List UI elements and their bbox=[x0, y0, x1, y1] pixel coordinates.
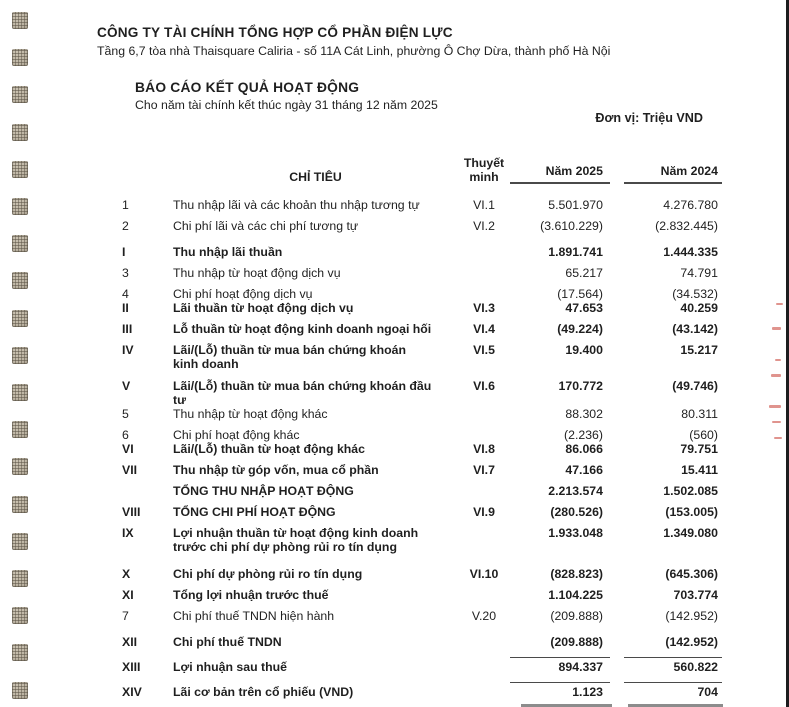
row-value-2025: 170.772 bbox=[558, 379, 603, 393]
row-label bbox=[173, 380, 458, 408]
row-value-2024: (560) bbox=[689, 428, 718, 442]
row-number: VII bbox=[122, 463, 138, 477]
row-value-2024: 560.822 bbox=[624, 657, 722, 674]
table-header-row bbox=[118, 156, 724, 184]
binding-mark bbox=[12, 458, 28, 475]
row-label-line1: Chi phí hoạt động khác bbox=[173, 428, 300, 442]
row-label bbox=[173, 506, 458, 519]
header-note-line1: Thuyết bbox=[463, 156, 505, 170]
row-label-line1: Lợi nhuận sau thuế bbox=[173, 660, 287, 674]
table-row bbox=[118, 408, 724, 421]
row-number: II bbox=[122, 301, 129, 315]
row-label bbox=[173, 636, 458, 649]
row-value-2024: 4.276.780 bbox=[663, 198, 718, 212]
report-period: Cho năm tài chính kết thúc ngày 31 tháng 12 năm 2025 bbox=[135, 98, 438, 112]
row-number: 7 bbox=[122, 609, 129, 623]
red-ink-mark bbox=[769, 405, 781, 408]
row-label-line1: Chi phí thuế TNDN hiện hành bbox=[173, 609, 335, 623]
binding-mark bbox=[12, 86, 28, 103]
binding-mark bbox=[12, 533, 28, 550]
row-label bbox=[173, 267, 458, 280]
binding-mark bbox=[12, 644, 28, 661]
binding-mark bbox=[12, 124, 28, 141]
row-label-line1: Lỗ thuần từ hoạt động kinh doanh ngoại hối bbox=[173, 322, 432, 336]
table-row bbox=[118, 302, 724, 315]
row-label-line1: Thu nhập từ góp vốn, mua cổ phần bbox=[173, 463, 379, 477]
binding-mark bbox=[12, 235, 28, 252]
row-value-2024: (142.952) bbox=[665, 609, 718, 623]
row-label bbox=[173, 527, 458, 555]
row-value-2025: (209.888) bbox=[550, 635, 603, 649]
row-number: 1 bbox=[122, 198, 129, 212]
row-value-2025: 47.653 bbox=[565, 301, 603, 315]
company-name: CÔNG TY TÀI CHÍNH TỔNG HỢP CỔ PHẦN ĐIỆN LỰC bbox=[97, 25, 453, 40]
row-value-2025: 1.123 bbox=[510, 682, 610, 699]
binding-mark bbox=[12, 161, 28, 178]
row-value-2025: (2.236) bbox=[564, 428, 603, 442]
row-note-ref: VI.7 bbox=[473, 463, 495, 477]
row-label-line2: trước chi phí dự phòng rủi ro tín dụng bbox=[173, 540, 397, 554]
row-label-line2: kinh doanh bbox=[173, 357, 239, 371]
row-value-2024: 15.217 bbox=[680, 343, 718, 357]
row-label-line1: Thu nhập lãi thuần bbox=[173, 245, 283, 259]
row-label bbox=[173, 302, 458, 315]
row-value-2024: 1.444.335 bbox=[663, 245, 718, 259]
row-note-ref: VI.2 bbox=[473, 219, 495, 233]
binding-mark bbox=[12, 496, 28, 513]
row-label-line1: Chi phí hoạt động dịch vụ bbox=[173, 287, 313, 301]
row-value-2025: (3.610.229) bbox=[540, 219, 603, 233]
table-row bbox=[118, 636, 724, 649]
table-row bbox=[118, 589, 724, 602]
red-ink-mark bbox=[776, 303, 783, 305]
row-number: I bbox=[122, 245, 126, 259]
table-row bbox=[118, 288, 724, 301]
row-label-line1: Thu nhập lãi và các khoản thu nhập tương tự bbox=[173, 198, 420, 212]
row-label bbox=[173, 443, 458, 456]
row-value-2024: (142.952) bbox=[665, 635, 718, 649]
row-label bbox=[173, 323, 458, 336]
row-label-line1: Lãi cơ bản trên cổ phiếu (VND) bbox=[173, 685, 354, 699]
row-value-2025: 1.891.741 bbox=[548, 245, 603, 259]
header-note-line2: minh bbox=[469, 170, 499, 184]
row-number: IX bbox=[122, 526, 134, 540]
row-label bbox=[173, 568, 458, 581]
row-number: VI bbox=[122, 442, 134, 456]
table-row bbox=[118, 380, 724, 408]
row-value-2024: (43.142) bbox=[672, 322, 718, 336]
table-row bbox=[118, 657, 724, 674]
red-ink-mark bbox=[771, 374, 781, 377]
row-value-2024: 1.349.080 bbox=[663, 526, 718, 540]
table-row bbox=[118, 199, 724, 212]
row-value-2025: (280.526) bbox=[550, 505, 603, 519]
binding-mark bbox=[12, 310, 28, 327]
row-value-2024: 704 bbox=[624, 682, 722, 699]
row-value-2024: 40.259 bbox=[680, 301, 718, 315]
binding-mark bbox=[12, 570, 28, 587]
row-label-line1: Chi phí thuế TNDN bbox=[173, 635, 282, 649]
row-label-line1: Lãi thuần từ hoạt động dịch vụ bbox=[173, 301, 354, 315]
row-value-2025: 88.302 bbox=[565, 407, 603, 421]
row-number: XI bbox=[122, 588, 134, 602]
binding-mark bbox=[12, 682, 28, 699]
row-value-2025: 65.217 bbox=[565, 266, 603, 280]
row-label-line1: Tổng lợi nhuận trước thuế bbox=[173, 588, 329, 602]
row-number: X bbox=[122, 567, 131, 581]
row-value-2024: 703.774 bbox=[673, 588, 718, 602]
binding-mark bbox=[12, 607, 28, 624]
row-value-2025: 19.400 bbox=[565, 343, 603, 357]
row-label-line1: Lãi/(Lỗ) thuần từ mua bán chứng khoán bbox=[173, 343, 406, 357]
row-label-line1: Lãi/(Lỗ) thuần từ hoạt động khác bbox=[173, 442, 365, 456]
row-number: V bbox=[122, 379, 131, 393]
row-label bbox=[173, 686, 458, 699]
currency-unit-label: Đơn vị: Triệu VND bbox=[595, 111, 703, 125]
table-row bbox=[118, 485, 724, 498]
row-value-2025: 1.933.048 bbox=[548, 526, 603, 540]
row-label bbox=[173, 408, 458, 421]
row-label bbox=[173, 661, 458, 674]
header-item-column: CHỈ TIÊU bbox=[289, 170, 342, 184]
row-label-line1: Thu nhập từ hoạt động dịch vụ bbox=[173, 266, 341, 280]
table-row bbox=[118, 246, 724, 259]
row-note-ref: V.20 bbox=[471, 609, 497, 623]
row-label-line2: tư bbox=[173, 393, 186, 407]
row-value-2025: (828.823) bbox=[550, 567, 603, 581]
row-note-ref: VI.1 bbox=[473, 198, 495, 212]
binding-mark bbox=[12, 347, 28, 364]
row-note-ref: VI.9 bbox=[473, 505, 495, 519]
table-row bbox=[118, 682, 724, 699]
row-value-2025: 5.501.970 bbox=[548, 198, 603, 212]
row-label bbox=[173, 589, 458, 602]
row-value-2024: 74.791 bbox=[680, 266, 718, 280]
table-row bbox=[118, 344, 724, 372]
table-row bbox=[118, 568, 724, 581]
red-ink-mark bbox=[772, 327, 781, 330]
row-label bbox=[173, 246, 458, 259]
binding-mark bbox=[12, 421, 28, 438]
row-label-line1: Chi phí dự phòng rủi ro tín dụng bbox=[173, 567, 363, 581]
row-label bbox=[173, 429, 458, 442]
row-note-ref: VI.8 bbox=[473, 442, 495, 456]
row-label-line1: Thu nhập từ hoạt động khác bbox=[173, 407, 328, 421]
row-number: VIII bbox=[122, 505, 141, 519]
row-label bbox=[173, 220, 458, 233]
row-note-ref: VI.6 bbox=[473, 379, 495, 393]
row-label-line1: TỔNG THU NHẬP HOẠT ĐỘNG bbox=[173, 484, 354, 498]
table-row bbox=[118, 429, 724, 442]
row-number: 6 bbox=[122, 428, 129, 442]
row-note-ref: VI.3 bbox=[473, 301, 495, 315]
row-value-2024: (34.532) bbox=[672, 287, 718, 301]
red-ink-mark bbox=[774, 437, 782, 439]
row-number: 3 bbox=[122, 266, 129, 280]
row-label bbox=[173, 288, 458, 301]
table-row bbox=[118, 464, 724, 477]
header-year-2025: Năm 2025 bbox=[510, 164, 610, 184]
binding-mark bbox=[12, 384, 28, 401]
row-value-2025: (17.564) bbox=[557, 287, 603, 301]
row-value-2025: 47.166 bbox=[565, 463, 603, 477]
table-row bbox=[118, 610, 724, 623]
row-label bbox=[173, 464, 458, 477]
company-address: Tầng 6,7 tòa nhà Thaisquare Caliria - số 11A Cát Linh, phường Ô Chợ Dừa, thành phố Hà Nội bbox=[97, 44, 611, 58]
row-number: 5 bbox=[122, 407, 129, 421]
row-number: XIV bbox=[122, 685, 142, 699]
row-value-2024: (2.832.445) bbox=[655, 219, 718, 233]
row-label bbox=[173, 485, 458, 498]
row-value-2024: 15.411 bbox=[681, 463, 718, 477]
row-label bbox=[173, 344, 458, 372]
row-value-2025: 2.213.574 bbox=[548, 484, 603, 498]
red-ink-mark bbox=[775, 359, 781, 361]
row-number: IV bbox=[122, 343, 134, 357]
row-value-2024: (645.306) bbox=[665, 567, 718, 581]
row-value-2025: 1.104.225 bbox=[548, 588, 603, 602]
row-number: 4 bbox=[122, 287, 129, 301]
table-row bbox=[118, 506, 724, 519]
table-row bbox=[118, 527, 724, 555]
row-note-ref: VI.5 bbox=[473, 343, 495, 357]
row-label-line1: TỔNG CHI PHÍ HOẠT ĐỘNG bbox=[173, 505, 336, 519]
row-label-line1: Lãi/(Lỗ) thuần từ mua bán chứng khoán đầu bbox=[173, 379, 432, 393]
row-label bbox=[173, 199, 458, 212]
row-note-ref: VI.10 bbox=[469, 567, 499, 581]
report-title: BÁO CÁO KẾT QUẢ HOẠT ĐỘNG bbox=[135, 80, 360, 95]
row-label bbox=[173, 610, 458, 623]
row-number: XIII bbox=[122, 660, 141, 674]
row-value-2024: (153.005) bbox=[665, 505, 718, 519]
table-row bbox=[118, 267, 724, 280]
row-value-2025: (49.224) bbox=[557, 322, 603, 336]
header-year-2024: Năm 2024 bbox=[624, 164, 722, 184]
row-number: XII bbox=[122, 635, 138, 649]
row-value-2024: (49.746) bbox=[672, 379, 718, 393]
row-value-2025: 86.066 bbox=[565, 442, 603, 456]
row-value-2024: 1.502.085 bbox=[663, 484, 718, 498]
table-row bbox=[118, 220, 724, 233]
row-value-2025: 894.337 bbox=[510, 657, 610, 674]
row-label-line1: Lợi nhuận thuần từ hoạt động kinh doanh bbox=[173, 526, 419, 540]
row-value-2025: (209.888) bbox=[550, 609, 603, 623]
table-body bbox=[118, 199, 724, 699]
row-number: III bbox=[122, 322, 133, 336]
binding-mark bbox=[12, 198, 28, 215]
red-ink-mark bbox=[772, 421, 781, 423]
income-statement-table bbox=[118, 156, 724, 707]
row-value-2024: 80.311 bbox=[681, 407, 718, 421]
table-row bbox=[118, 443, 724, 456]
header-note-column bbox=[458, 156, 510, 184]
row-number: 2 bbox=[122, 219, 129, 233]
row-value-2024: 79.751 bbox=[680, 442, 718, 456]
row-label-line1: Chi phí lãi và các chi phí tương tự bbox=[173, 219, 359, 233]
binding-mark bbox=[12, 12, 28, 29]
binding-mark bbox=[12, 272, 28, 289]
row-note-ref: VI.4 bbox=[473, 322, 495, 336]
table-row bbox=[118, 323, 724, 336]
binding-mark bbox=[12, 49, 28, 66]
